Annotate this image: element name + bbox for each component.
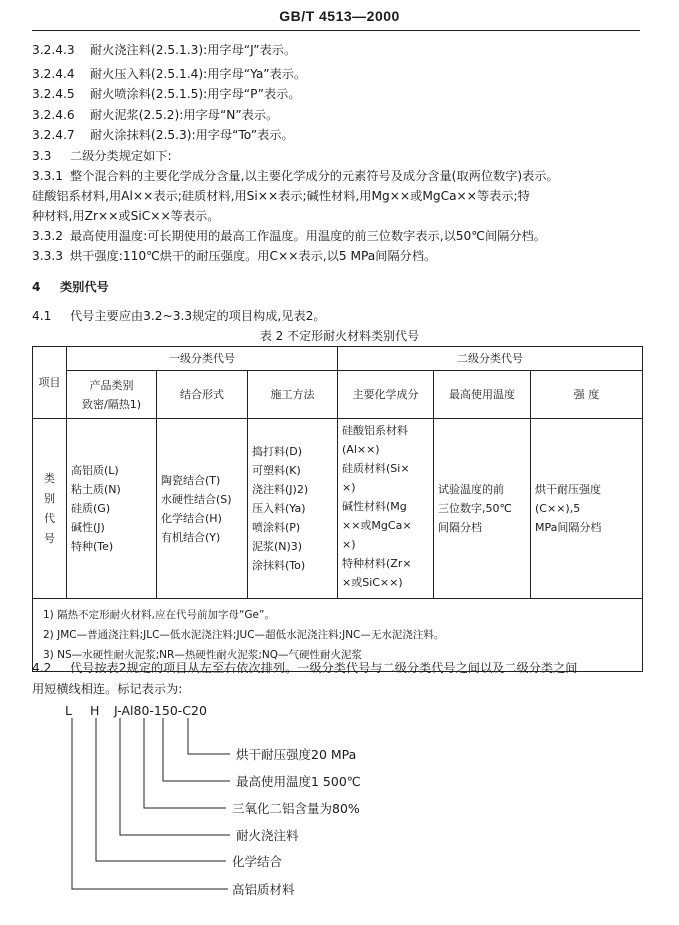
clause-3-3: 3.3 二级分类规定如下: (32, 149, 172, 163)
label-alumina: 三氧化二铝含量为80% (232, 801, 360, 816)
connector-bond (96, 718, 226, 861)
cell-max-temp: 试验温度的前 三位数字,50℃ 间隔分档 (434, 419, 531, 599)
footnote-2: 2) JMC—普通浇注料;JLC—低水泥浇注料;JUC—超低水泥浇注料;JNC—无水泥浇注料。 (43, 629, 445, 641)
row-header-cell: 项目 (33, 347, 67, 419)
clause-3-2-4-5: 3.2.4.5 耐火喷涂料(2.5.1.5):用字母“P”表示。 (32, 87, 301, 101)
connector-product (72, 718, 228, 889)
label-high-alumina: 高铝质材料 (232, 882, 295, 897)
cell-bond-types: 陶瓷结合(T) 水硬性结合(S) 化学结合(H) 有机结合(Y) (157, 419, 248, 599)
connector-temp (163, 718, 230, 781)
cell-product-types: 高铝质(L) 粘土质(N) 硅质(G) 碱性(J) 特种(Te) (67, 419, 157, 599)
connector-chem (144, 718, 226, 808)
group-header-level1: 一级分类代号 (67, 347, 338, 371)
col-product-type: 产品类别 致密/隔热1) (67, 371, 157, 419)
clause-4-1: 4.1 代号主要应由3.2~3.3规定的项目构成,见表2。 (32, 309, 326, 323)
code-rest: J-Al80-150-C20 (114, 703, 207, 718)
code-l: L (65, 703, 72, 718)
label-castable: 耐火浇注料 (236, 828, 299, 843)
col-strength: 强 度 (531, 371, 643, 419)
clause-3-3-3: 3.3.3 烘干强度:110℃烘干的耐压强度。用C××表示,以5 MPa间隔分档。 (32, 249, 437, 263)
clause-4-2-cont: 用短横线相连。标记表示为: (32, 682, 183, 696)
group-header-level2: 二级分类代号 (338, 347, 643, 371)
clause-3-2-4-4: 3.2.4.4 耐火压入料(2.5.1.4):用字母“Ya”表示。 (32, 67, 307, 81)
clause-3-2-4-6: 3.2.4.6 耐火泥浆(2.5.2):用字母“N”表示。 (32, 108, 279, 122)
col-max-temp: 最高使用温度 (434, 371, 531, 419)
col-chemistry: 主要化学成分 (338, 371, 434, 419)
clause-3-3-1: 3.3.1 整个混合料的主要化学成分含量,以主要化学成分的元素符号及成分含量(取两位数字)表示。 (32, 169, 559, 183)
code-h: H (90, 703, 100, 718)
label-temp: 最高使用温度1 500℃ (236, 774, 361, 789)
footnote-1: 1) 隔热不定形耐火材料,应在代号前加字母“Ge”。 (43, 609, 275, 621)
col-method: 施工方法 (248, 371, 338, 419)
clause-3-3-1-cont1: 硅酸铝系材料,用Al××表示;硅质材料,用Si××表示;碱性材料,用Mg××或MgCa××等表示;特 (32, 189, 530, 203)
cell-chemistry: 硅酸铝系材料 (Al××) 硅质材料(Si× ×) 碱性材料(Mg ××或MgCa× ×) 特种材料(Zr× ×或SiC××) (338, 419, 434, 599)
side-label-category-code: 类 别 代 号 (33, 419, 67, 599)
clause-3-2-4-3: 3.2.4.3 耐火浇注料(2.5.1.3):用字母“J”表示。 (32, 43, 297, 57)
page-header: GB/T 4513—2000 (279, 8, 400, 24)
connector-method (120, 718, 230, 835)
section-heading-4: 4 类别代号 (32, 280, 109, 294)
clause-3-2-4-7: 3.2.4.7 耐火涂抹料(2.5.3):用字母“To”表示。 (32, 128, 294, 142)
clause-3-3-2: 3.3.2 最高使用温度:可长期使用的最高工作温度。用温度的前三位数字表示,以50℃间隔分档。 (32, 229, 546, 243)
cell-strength: 烘干耐压强度 (C××),5 MPa间隔分档 (531, 419, 643, 599)
label-chemical-bond: 化学结合 (232, 854, 283, 869)
clause-4-2: 4.2 代号按表2规定的项目从左至右依次排列。一级分类代号与二级分类代号之间以及二级分类之间 (32, 661, 578, 675)
label-strength: 烘干耐压强度20 MPa (236, 747, 357, 762)
clause-3-3-1-cont2: 种材料,用Zr××或SiC××等表示。 (32, 209, 220, 223)
table-caption: 表 2 不定形耐火材料类别代号 (259, 329, 420, 343)
connector-strength (188, 718, 230, 754)
footnote-3: 3) NS—水硬性耐火泥浆;NR—热硬性耐火泥浆;NQ—气硬性耐火泥浆 (43, 649, 362, 661)
cell-methods: 捣打料(D) 可塑料(K) 浇注料(J)2) 压入料(Ya) 喷涂料(P) 泥浆(N)3) 涂抹料(To) (248, 419, 338, 599)
col-bond-type: 结合形式 (157, 371, 248, 419)
